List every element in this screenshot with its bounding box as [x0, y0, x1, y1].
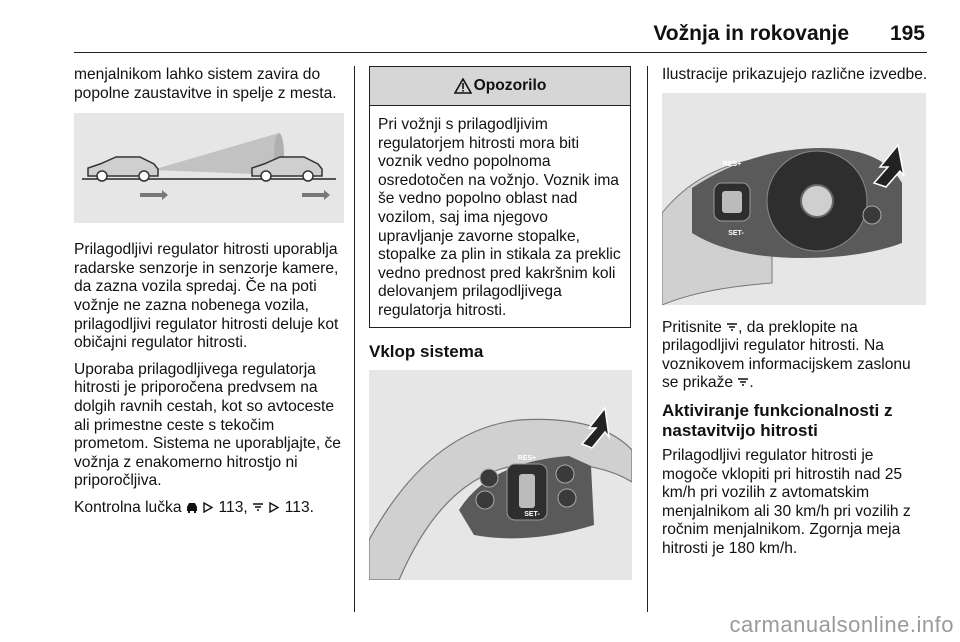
- radar-illustration: [74, 113, 344, 223]
- warning-title: Opozorilo: [473, 76, 547, 94]
- column-middle: [369, 66, 632, 580]
- column-left: [74, 66, 344, 526]
- section-heading: Vklop sistema: [369, 341, 484, 361]
- section-heading: Aktiviranje funkcionalnosti z nastavitvijo hitrosti: [662, 400, 893, 440]
- res-label: RES+: [517, 454, 537, 462]
- page-number: 195: [889, 22, 925, 45]
- steering-wheel-illustration: [369, 370, 632, 580]
- steering-wheel-illustration-alt: [662, 93, 926, 305]
- set-label: SET-: [524, 510, 540, 518]
- paragraph: menjalnikom lahko sistem zavira do popolne zaustavitve in spelje z mesta.: [74, 66, 337, 102]
- page-header: [74, 0, 927, 53]
- vehicle-ahead-icon: [186, 502, 198, 513]
- column-right: [662, 66, 928, 567]
- page-ref-arrow-icon: [268, 502, 280, 513]
- page-title: Vožnja in rokovanje: [653, 22, 849, 45]
- adaptive-cruise-icon: [252, 502, 264, 513]
- paragraph: Uporaba prilagodljivega regulatorja hitrosti je priporočena predvsem na dolgih ravnih cestah, kot so avtoceste ali primestne ceste s tekočim prometom. Sistema ne uporabljajte, če vožnja z enakomerno hitrostjo ni priporočljiva.: [74, 360, 341, 490]
- paragraph-indicator: Kontrolna lučka 113, 113.: [74, 498, 314, 516]
- warning-text: Pri vožnji s prilagodljivim regulatorjem hitrosti mora biti voznik vedno popolnoma osredotočen na vožnjo. Voznik ima še vedno popolno oblast nad vozilom, saj ima njegovo upravljanje zavorne stopalke, stopalke za plin in stikala za preklic vedno prednost pred kakršnim koli delovanjem prilagodljivega regulatorja hitrosti.: [378, 116, 621, 319]
- res-label: RES+: [722, 160, 742, 168]
- warning-header: [370, 67, 630, 106]
- column-divider: [647, 66, 648, 612]
- paragraph-indicator: Pritisnite , da preklopite na prilagodljivi regulator hitrosti. Na voznikovem informacijskem zaslonu se prikaže .: [662, 318, 911, 392]
- warning-triangle-icon: [454, 78, 472, 94]
- column-divider: [354, 66, 355, 612]
- paragraph: Prilagodljivi regulator hitrosti uporablja radarske senzorje in senzorje kamere, da zazna vozila spredaj. Če na poti vožnje ne zazna nobenega vozila, prilagodljivi regulator hitrosti deluje kot običajni regulator hitrosti.: [74, 241, 339, 352]
- watermark: carmanualsonline.info: [729, 612, 954, 637]
- paragraph: Prilagodljivi regulator hitrosti je mogoče vklopiti pri hitrostih nad 25 km/h pri vozilih z avtomatskim menjalnikom ali 30 km/h pri vozilih z ročnim menjalnikom. Zgornja meja hitrosti je 180 km/h.: [662, 446, 911, 557]
- adaptive-cruise-icon: [737, 377, 749, 388]
- adaptive-cruise-icon: [726, 322, 738, 333]
- paragraph: Ilustracije prikazujejo različne izvedbe.: [662, 66, 928, 83]
- warning-box: [369, 66, 631, 328]
- page-ref-arrow-icon: [202, 502, 214, 513]
- set-label: SET-: [728, 229, 744, 237]
